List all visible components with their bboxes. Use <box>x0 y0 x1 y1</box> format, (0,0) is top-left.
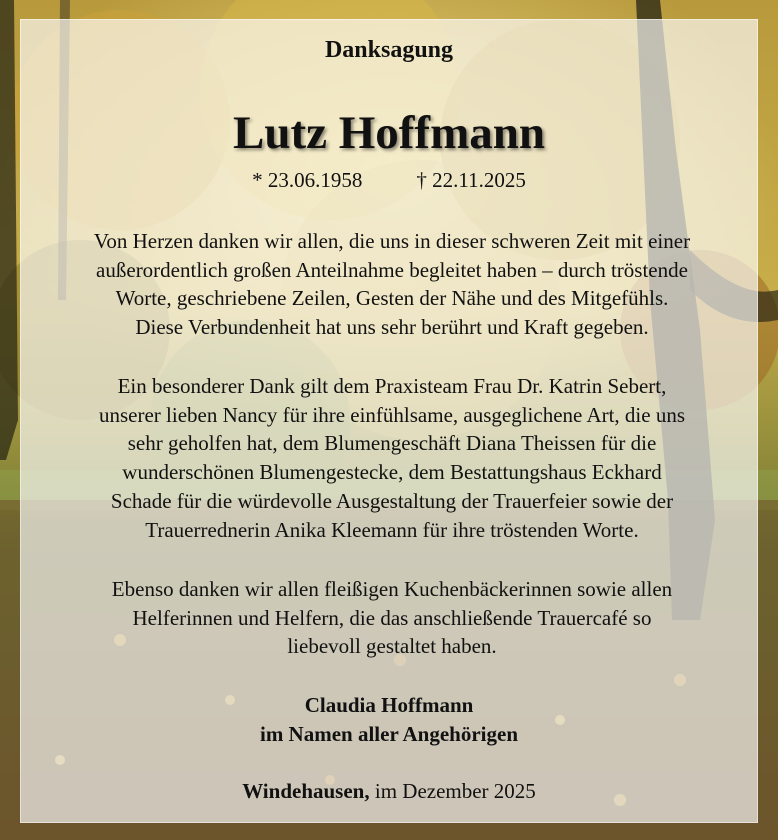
thanks-paragraph-2: Ein besonderer Dank gilt dem Praxisteam Frau Dr. Katrin Sebert, unserer lieben Nancy für ihre einfühlsame, ausgeglichene Art, die uns sehr geholfen hat, dem Blumengeschäft Diana Theissen für die wunderschönen Blumengestecke, dem Bestattungshaus Eckhard Schade für die würdevolle Ausgestaltung der Trauerfeier sowie der Trauerrednerin Anika Kleemann für ihre tröstenden Worte. <box>98 374 686 542</box>
signature-line: im Namen aller Angehörigen <box>259 722 518 746</box>
thanks-paragraph-3: Ebenso danken wir allen fleißigen Kuchenbäckerinnen sowie allen Helferinnen und Helfern, die das anschließende Trauercafé so liebevoll gestaltet haben. <box>111 577 673 659</box>
birth-date: * 23.06.1958 <box>252 168 363 192</box>
date: im Dezember 2025 <box>374 779 536 803</box>
signature <box>20 691 758 749</box>
obituary-text <box>20 19 758 821</box>
life-dates <box>20 167 758 193</box>
heading: Danksagung <box>324 37 454 63</box>
signature-name: Claudia Hoffmann <box>304 693 474 717</box>
death-date: † 22.11.2025 <box>416 168 526 192</box>
place-date <box>20 777 758 805</box>
deceased-name: Lutz Hoffmann <box>232 107 546 159</box>
place: Windehausen, <box>242 779 370 803</box>
thanks-paragraph-1: Von Herzen danken wir allen, die uns in dieser schweren Zeit mit einer außerordentlich großen Anteilnahme begleitet haben – durch tröstende Worte, geschriebene Zeilen, Gesten der Nähe und des Mitgefühls. Diese Verbundenheit hat uns sehr berührt und Kraft gegeben. <box>93 229 691 340</box>
